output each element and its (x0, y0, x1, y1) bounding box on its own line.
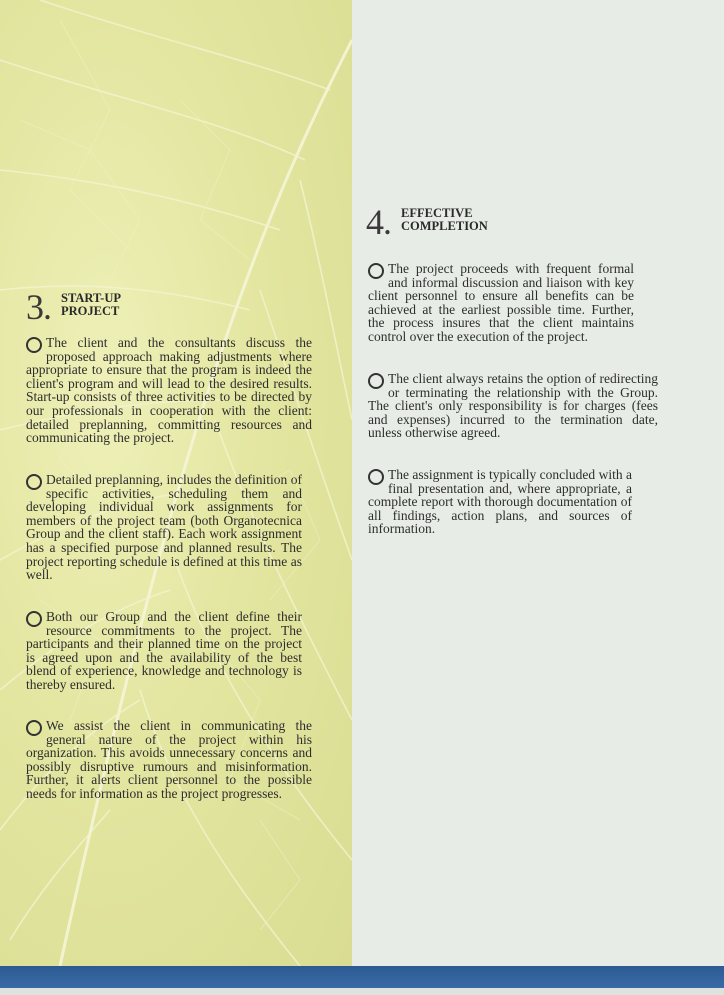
section-title-line: PROJECT (61, 304, 120, 318)
paragraph-text: Detailed preplanning, includes the definition of specific activities, scheduling them and developing individual work assignments for members of the project team (both Organotecnica Group and the client staff). Each work assignment has a specified purpose and planned results. The project reporting schedule is defined at this time as well. (26, 472, 302, 583)
paragraph-text: The project proceeds with frequent formal and informal discussion and liaison with key client personnel to ensure all benefits can be achieved at the earliest possible time. Further, the process insures that the client maintains control over the execution of the project. (368, 261, 634, 344)
circle-bullet-icon (26, 611, 42, 627)
section-3-heading (26, 287, 121, 327)
section-title (61, 292, 121, 318)
paragraph (368, 372, 658, 440)
paragraph (26, 336, 312, 445)
paragraph (368, 468, 632, 536)
bottom-color-band (0, 966, 724, 988)
circle-bullet-icon (368, 263, 384, 279)
section-title-line: COMPLETION (401, 219, 488, 233)
circle-bullet-icon (26, 720, 42, 736)
circle-bullet-icon (368, 469, 384, 485)
circle-bullet-icon (368, 373, 384, 389)
section-title (401, 207, 488, 233)
paragraph (26, 610, 302, 692)
paragraph (26, 719, 312, 801)
section-number: 3. (26, 287, 51, 327)
section-4-heading (366, 202, 488, 242)
paragraph-text: The assignment is typically concluded with a final presentation and, where appropriate, a complete report with thorough documentation of all findings, action plans, and sources of information. (368, 467, 632, 537)
bottom-page-edge (0, 988, 724, 995)
section-title-line: START-UP (61, 291, 121, 305)
section-number: 4. (366, 202, 391, 242)
paragraph-text: We assist the client in communicating the general nature of the project within his organization. This avoids unnecessary concerns and possibly disruptive rumours and misinformation. Further, it alerts client personnel to the possible needs for information as the project progresses. (26, 718, 312, 801)
paragraph-text: Both our Group and the client define their resource commitments to the project. The participants and their planned time on the project is agreed upon and the availability of the best blend of experience, knowledge and technology is thereby ensured. (26, 609, 302, 692)
section-title-line: EFFECTIVE (401, 206, 473, 220)
paragraph (26, 473, 302, 582)
paragraph (368, 262, 634, 344)
circle-bullet-icon (26, 474, 42, 490)
paragraph-text: The client always retains the option of redirecting or terminating the relationship with the Group. The client's only responsibility is for charges (fees and expenses) incurred to the termination date, unless otherwise agreed. (368, 371, 658, 441)
paragraph-text: The client and the consultants discuss the proposed approach making adjustments where appropriate to ensure that the program is indeed the client's program and will lead to the desired results. Start-up consists of three activities to be directed by our professionals in cooperation with the client: detailed preplanning, committing resources and communicating the project. (26, 335, 312, 446)
circle-bullet-icon (26, 337, 42, 353)
